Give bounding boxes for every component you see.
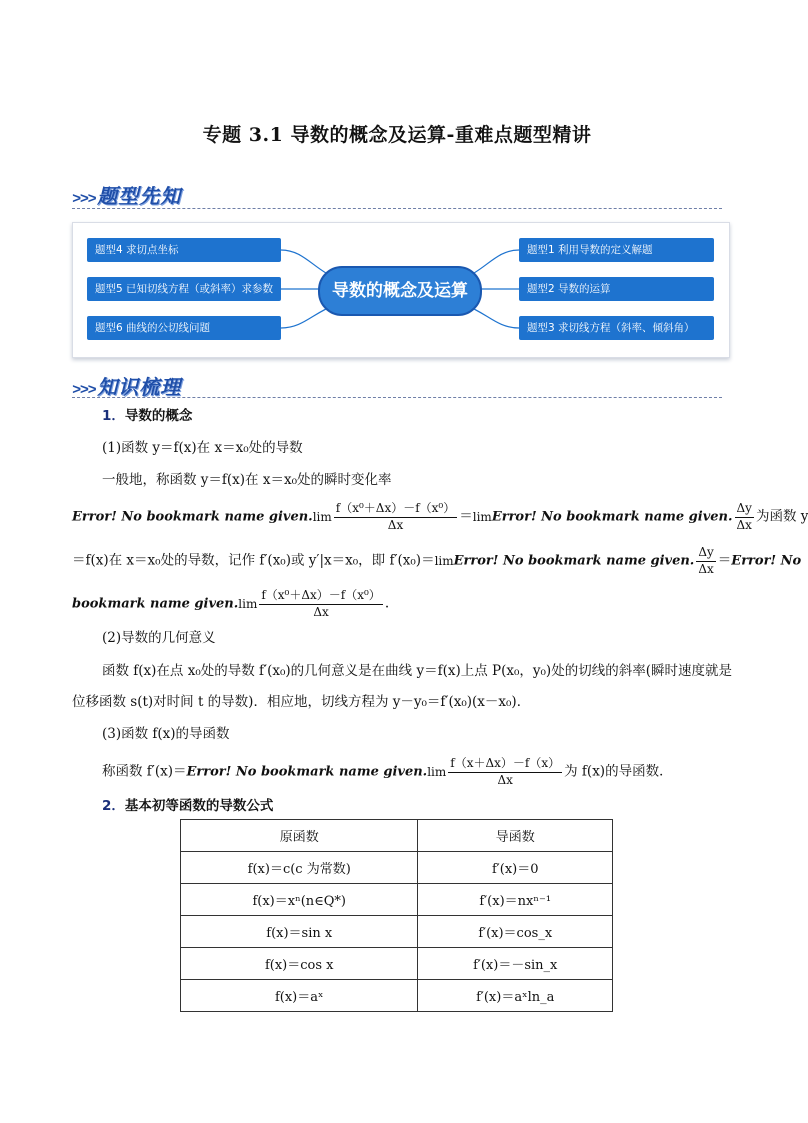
table-row — [181, 948, 613, 980]
error-text: Error! No bookmark name given. — [186, 764, 428, 780]
fraction — [334, 501, 457, 533]
formula-derivative-function — [102, 756, 673, 788]
topic-1-node: 题型1 利用导数的定义解题 — [519, 238, 714, 262]
banner-text: 知识梳理 — [97, 377, 182, 399]
banner-arrows-icon: >>> — [72, 381, 96, 398]
table-cell: f(x)＝c(c 为常数) — [181, 852, 418, 884]
error-text: Error! No — [731, 553, 802, 569]
topic-2-node: 题型2 导数的运算 — [519, 277, 714, 301]
banner-arrows-icon: >>> — [72, 190, 96, 207]
table-cell: f(x)＝xⁿ(n∈Q*) — [181, 884, 418, 916]
text: 为 f(x)的导函数． — [564, 763, 673, 780]
table-cell: f′(x)＝nxⁿ⁻¹ — [418, 884, 613, 916]
table-cell: f′(x)＝0 — [418, 852, 613, 884]
heading-number: 1． — [102, 408, 125, 424]
topic-3-node: 题型3 求切线方程（斜率、倾斜角） — [519, 316, 714, 340]
table-cell: f′(x)＝－sin_x — [418, 948, 613, 980]
fraction — [735, 501, 754, 533]
paragraph: 一般地，称函数 y＝f(x)在 x＝x₀处的瞬时变化率 — [102, 472, 392, 488]
section-banner-knowledge — [72, 371, 181, 400]
mind-map-center: 导数的概念及运算 — [318, 266, 482, 316]
fraction-numerator: Δy — [735, 501, 754, 518]
table-header-row — [181, 820, 613, 852]
table-header: 导函数 — [418, 820, 613, 852]
page-title: 专题 3.1 导数的概念及运算-重难点题型精讲 — [202, 124, 592, 146]
table-row — [181, 884, 613, 916]
error-text: Error! No bookmark name given. — [453, 553, 695, 569]
lim-symbol: lim — [434, 554, 454, 568]
table-header: 原函数 — [181, 820, 418, 852]
table-row — [181, 980, 613, 1012]
topic-6-node: 题型6 曲线的公切线问题 — [87, 316, 281, 340]
table-cell: f(x)＝cos x — [181, 948, 418, 980]
lim-symbol: lim — [312, 510, 332, 524]
subheading-derivative-at-point: (1)函数 y＝f(x)在 x＝x₀处的导数 — [102, 440, 303, 456]
period: . — [384, 595, 390, 612]
table-row — [181, 852, 613, 884]
fraction-numerator: f（x＋Δx）－f（x） — [448, 756, 562, 773]
error-text: bookmark name given. — [72, 596, 239, 612]
fraction — [696, 545, 715, 577]
lim-symbol: lim — [427, 765, 447, 779]
fraction-numerator: Δy — [696, 545, 715, 562]
table-cell: f(x)＝aˣ — [181, 980, 418, 1012]
fraction-denominator: Δx — [313, 605, 329, 619]
lim-symbol: lim — [238, 597, 258, 611]
section-banner-overview — [72, 180, 181, 209]
heading-text: 基本初等函数的导数公式 — [124, 798, 274, 814]
banner-text: 题型先知 — [97, 186, 182, 208]
topic-5-node: 题型5 已知切线方程（或斜率）求参数 — [87, 277, 281, 301]
subheading-derivative-function: (3)函数 f(x)的导函数 — [102, 726, 230, 742]
fraction-denominator: Δx — [736, 518, 752, 532]
divider — [72, 208, 722, 209]
divider — [72, 397, 722, 398]
table-cell: f(x)＝sin x — [181, 916, 418, 948]
fraction — [448, 756, 562, 788]
fraction-denominator: Δx — [698, 562, 714, 576]
heading-number: 2． — [102, 798, 125, 814]
fraction — [259, 588, 382, 620]
equals: ＝ — [459, 508, 473, 525]
fraction-denominator: Δx — [387, 518, 404, 532]
paragraph: 函数 f(x)在点 x₀处的导数 f′(x₀)的几何意义是在曲线 y＝f(x)上点 P(x₀，y₀)处的切线的斜率(瞬时速度就是 — [102, 663, 732, 679]
topic-4-node: 题型4 求切点坐标 — [87, 238, 281, 262]
text: 为函数 y — [755, 508, 808, 525]
section-1-heading — [102, 404, 192, 424]
heading-text: 导数的概念 — [124, 408, 193, 424]
fraction-numerator: f（x⁰＋Δx）－f（x⁰） — [334, 501, 457, 518]
text: 称函数 f′(x)＝ — [102, 763, 187, 780]
lim-symbol: lim — [472, 510, 492, 524]
fraction-numerator: f（x⁰＋Δx）－f（x⁰） — [259, 588, 382, 605]
formula-line-1 — [72, 501, 808, 533]
paragraph: 位移函数 s(t)对时间 t 的导数)．相应地，切线方程为 y－y₀＝f′(x₀)(x－x₀)． — [72, 694, 531, 710]
mind-map — [72, 222, 730, 358]
fraction-denominator: Δx — [497, 773, 513, 787]
section-2-heading — [102, 794, 273, 814]
derivative-table — [180, 819, 613, 1012]
formula-line-3 — [72, 588, 389, 620]
text: ＝f(x)在 x＝x₀处的导数，记作 f′(x₀)或 y′|x＝x₀，即 f′(x₀)＝ — [72, 552, 435, 569]
formula-line-2 — [72, 545, 801, 577]
equals: ＝ — [717, 552, 732, 569]
table-cell: f′(x)＝cos_x — [418, 916, 613, 948]
error-text: Error! No bookmark name given. — [72, 509, 313, 525]
table-row — [181, 916, 613, 948]
table-cell: f′(x)＝aˣln_a — [418, 980, 613, 1012]
subheading-geometric-meaning: (2)导数的几何意义 — [102, 630, 216, 646]
error-text: Error! No bookmark name given. — [491, 509, 733, 525]
